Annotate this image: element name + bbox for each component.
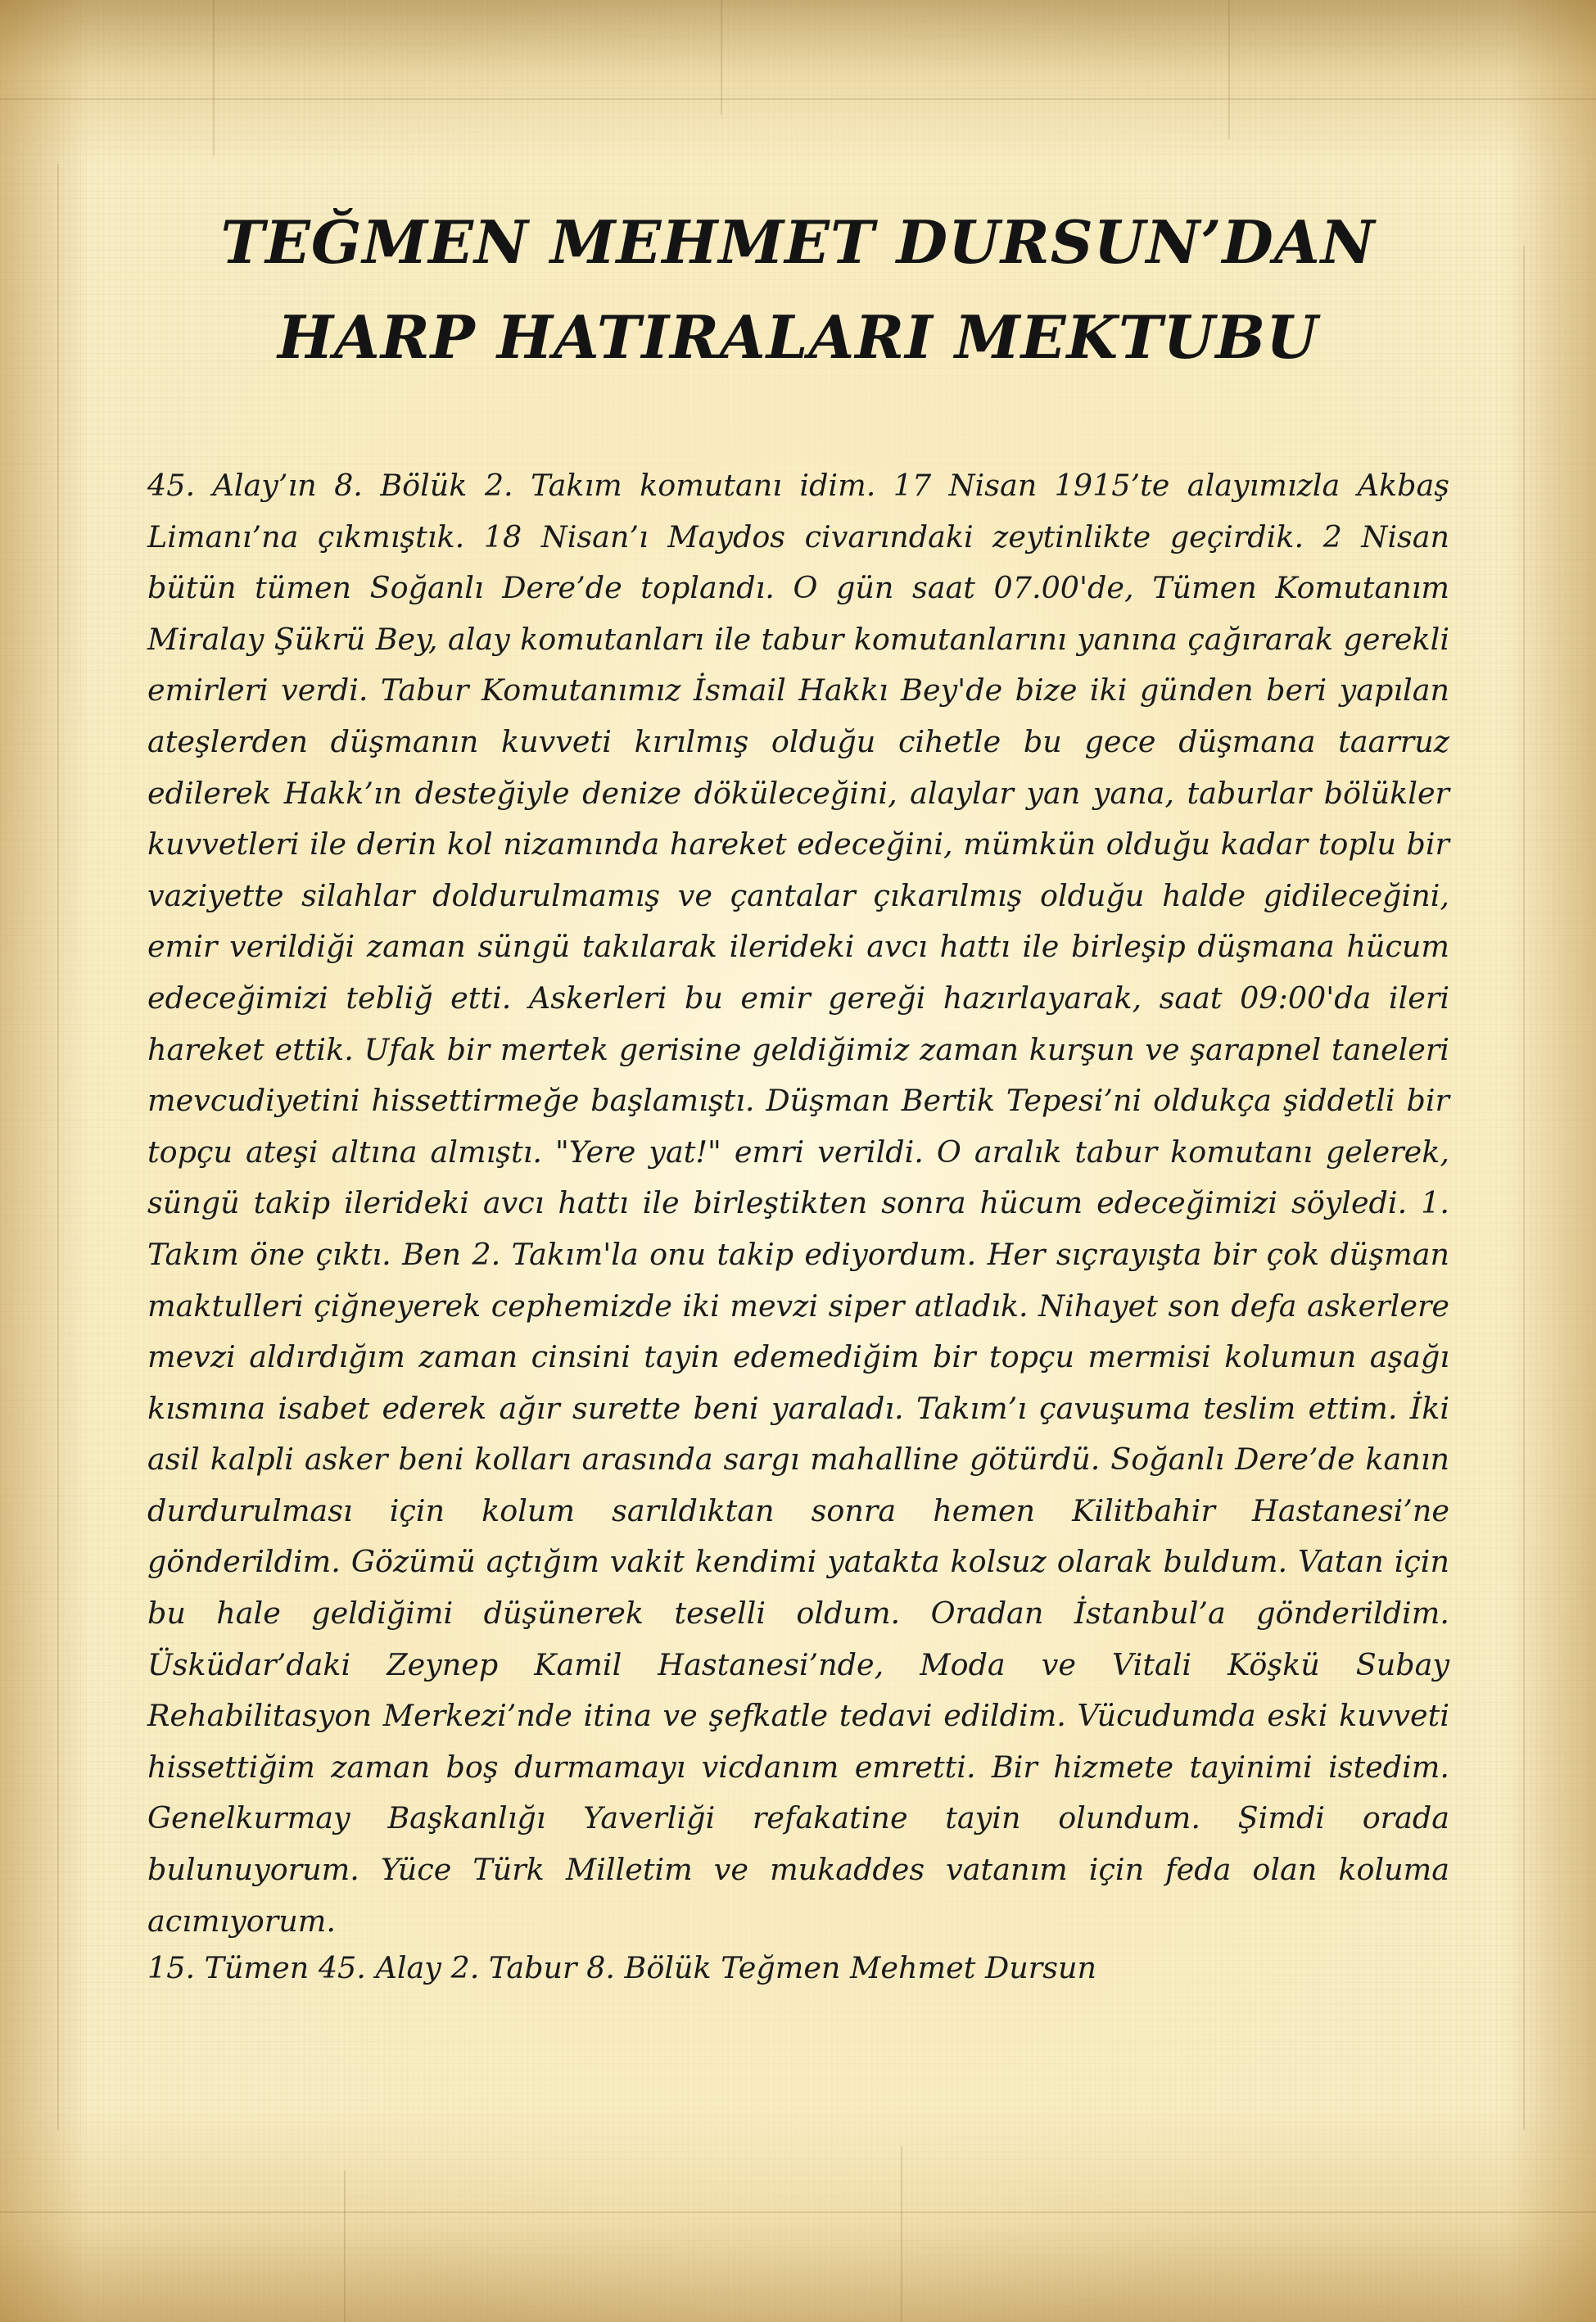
paper-scratch bbox=[213, 0, 215, 156]
paper-scratch bbox=[901, 2146, 902, 2322]
document-title bbox=[0, 195, 1596, 385]
paper-scratch bbox=[721, 0, 722, 115]
paper-scratch bbox=[0, 2211, 1596, 2213]
letter-signature: 15. Tümen 45. Alay 2. Tabur 8. Bölük Teğmen Mehmet Dursun bbox=[147, 1950, 1096, 1985]
paper-scratch bbox=[1523, 246, 1525, 2130]
title-line-2: HARP HATIRALARI MEKTUBU bbox=[277, 302, 1319, 372]
letter-body: 45. Alay’ın 8. Bölük 2. Takım komutanı idim. 17 Nisan 1915’te alayımızla Akbaş Limanı’na çıkmıştık. 18 Nisan’ı Maydos civarındaki zeytinlikte geçirdik. 2 Nisan bütün tümen Soğanlı Dere’de toplandı. O gün saat 07.00'de, Tümen Komutanım Miralay Şükrü Bey, alay komutanları ile tabur komutanlarını yanına çağırarak gerekli emirleri verdi. Tabur Komutanımız İsmail Hakkı Bey'de bize iki günden beri yapılan ateşlerden düşmanın kuvveti kırılmış olduğu cihetle bu gece düşmana taarruz edilerek Hakk’ın desteğiyle denize döküleceğini, alaylar yan yana, taburlar bölükler kuvvetleri ile derin kol nizamında hareket edeceğini, mümkün olduğu kadar toplu bir vaziyette silahlar doldurulmamış ve çantalar çıkarılmış olduğu halde gidileceğini, emir verildiği zaman süngü takılarak ilerideki avcı hattı ile birleşip düşmana hücum edeceğimizi tebliğ etti. Askerleri bu emir gereği hazırlayarak, saat 09:00'da ileri hareket ettik. Ufak bir mertek gerisine geldiğimiz zaman kurşun ve şarapnel taneleri mevcudiyetini hissettirmeğe başlamıştı. Düşman Bertik Tepesi’ni oldukça şiddetli bir topçu ateşi altına almıştı. "Yere yat!" emri verildi. O aralık tabur komutanı gelerek, süngü takip ilerideki avcı hattı ile birleştikten sonra hücum edeceğimizi söyledi. 1. Takım öne çıktı. Ben 2. Takım'la onu takip ediyordum. Her sıçrayışta bir çok düşman maktulleri çiğneyerek cephemizde iki mevzi siper atladık. Nihayet son defa askerlere mevzi aldırdığım zaman cinsini tayin edemediğim bir topçu mermisi kolumun aşağı kısmına isabet ederek ağır surette beni yaraladı. Takım’ı çavuşuma teslim ettim. İki asil kalpli asker beni kolları arasında sargı mahalline götürdü. Soğanlı Dere’de kanın durdurulması için kolum sarıldıktan sonra hemen Kilitbahir Hastanesi’ne gönderildim. Gözümü açtığım vakit kendimi yatakta kolsuz olarak buldum. Vatan için bu hale geldiğimi düşünerek teselli oldum. Oradan İstanbul’a gönderildim. Üsküdar’daki Zeynep Kamil Hastanesi’nde, Moda ve Vitali Köşkü Subay Rehabilitasyon Merkezi’nde itina ve şefkatle tedavi edildim. Vücudumda eski kuvveti hissettiğim zaman boş durmamayı vicdanım emretti. Bir hizmete tayinimi istedim. Genelkurmay Başkanlığı Yaverliği refakatine tayin olundum. Şimdi orada bulunuyorum. Yüce Türk Milletim ve mukaddes vatanım için feda olan koluma acımıyorum. bbox=[147, 468, 1449, 1939]
paper-scratch bbox=[344, 2170, 346, 2322]
paper-scratch bbox=[57, 164, 59, 2130]
paper-scratch bbox=[1228, 0, 1230, 139]
title-line-1: TEĞMEN MEHMET DURSUN’DAN bbox=[220, 207, 1376, 277]
paper-scratch bbox=[0, 98, 1596, 100]
